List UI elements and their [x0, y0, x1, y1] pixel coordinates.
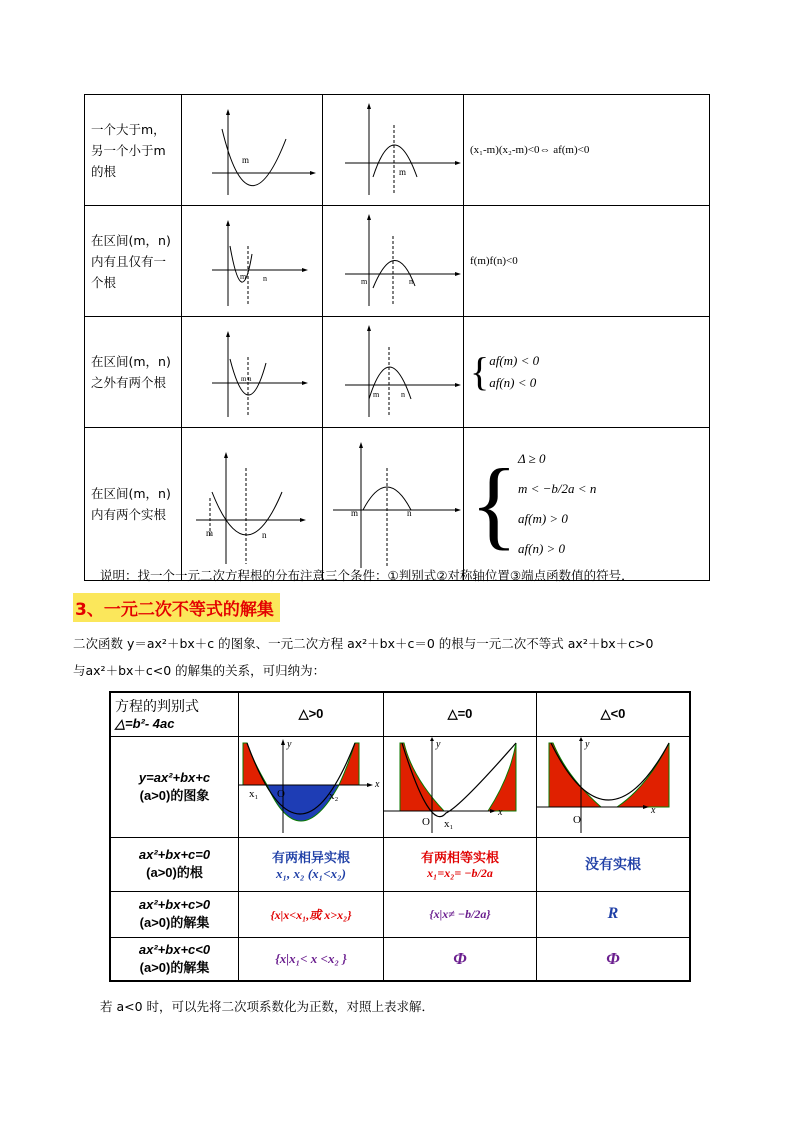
condition-line: af(n) > 0	[518, 541, 566, 556]
intro-line: 与ax²＋bx＋c<0 的解集的关系，可归纳为：	[73, 663, 326, 678]
section-title: 3、一元二次不等式的解集	[73, 593, 280, 622]
condition-line: af(n) < 0	[489, 375, 537, 390]
svg-text:x₁: x₁	[249, 787, 259, 800]
upward-parabola-graph	[182, 317, 323, 428]
condition: f(m)f(n)<0	[464, 206, 710, 317]
svg-text:x: x	[375, 778, 380, 790]
svg-text:x: x	[651, 804, 656, 816]
gt-solution-set: R	[537, 891, 691, 937]
upward-parabola-graph	[182, 206, 323, 317]
row-description: 在区间(m，n)内有且仅有一个根	[85, 206, 182, 317]
no-root-graph	[537, 736, 691, 837]
svg-text:m: m	[373, 390, 380, 399]
table-row	[110, 692, 690, 736]
condition-line: m < −b/2a < n	[518, 481, 597, 496]
footnote: 若 a<0 时，可以先将二次项系数化为正数，对照上表求解．	[100, 999, 435, 1014]
row-description: 在区间(m，n)之外有两个根	[85, 317, 182, 428]
graph-row-label: y=ax²+bx+c (a>0)的图象	[110, 736, 239, 837]
condition-line: Δ ≥ 0	[518, 451, 546, 466]
upward-parabola-graph	[182, 95, 323, 206]
row-description: 一个大于m，另一个小于m的根	[85, 95, 182, 206]
downward-parabola-graph	[323, 428, 464, 581]
condition-line: af(m) > 0	[518, 511, 568, 526]
table-row	[85, 206, 710, 317]
col-header-zero: △=0	[384, 692, 537, 736]
svg-text:O: O	[422, 815, 430, 828]
note: 说明：找一个一元二次方程根的分布注意三个条件：①判别式②对称轴位置③端点函数值的符号．	[100, 568, 634, 583]
lt-solution-set: Φ	[384, 937, 537, 981]
table-row	[110, 891, 690, 937]
svg-text:m: m	[206, 528, 214, 538]
two-roots-graph	[239, 736, 384, 837]
root-row-label: ax²+bx+c=0 (a>0)的根	[110, 837, 239, 891]
lt-solution-set: {x|x₁< x <x₂ }	[239, 937, 384, 981]
condition-system: { af(m) < 0 af(n) < 0	[464, 317, 710, 428]
downward-parabola-graph	[323, 206, 464, 317]
svg-text:O: O	[277, 787, 285, 800]
lt-solution-set: Φ	[537, 937, 691, 981]
svg-text:y: y	[585, 738, 590, 750]
svg-text:x₂: x₂	[329, 789, 339, 802]
table-row	[110, 736, 690, 837]
svg-text:m: m	[241, 375, 247, 383]
table-row	[110, 837, 690, 891]
condition: (x₁-m)(x₂-m)<0⇔ af(m)<0	[464, 95, 710, 206]
gt-row-label: ax²+bx+c>0 (a>0)的解集	[110, 891, 239, 937]
gt-solution-set: {x|x<x₁,或 x>x₂}	[239, 891, 384, 937]
table-row	[85, 428, 710, 581]
quadratic-inequality-table	[109, 691, 691, 982]
svg-text:y: y	[287, 738, 292, 750]
one-root-graph	[384, 736, 537, 837]
two-distinct-roots: 有两相异实根 x₁, x₂ (x₁<x₂)	[239, 837, 384, 891]
root-distribution-table	[84, 94, 710, 581]
svg-text:n: n	[407, 508, 412, 518]
svg-text:x₁: x₁	[444, 817, 454, 830]
svg-text:m: m	[240, 272, 247, 281]
svg-text:y: y	[436, 738, 441, 750]
col-header-negative: △<0	[537, 692, 691, 736]
svg-text:n: n	[248, 375, 252, 383]
upward-parabola-graph	[182, 428, 323, 581]
lt-row-label: ax²+bx+c<0 (a>0)的解集	[110, 937, 239, 981]
table-row	[85, 317, 710, 428]
table-row	[110, 937, 690, 981]
table-row	[85, 95, 710, 206]
two-equal-roots: 有两相等实根 x₁=x₂= −b/2a	[384, 837, 537, 891]
condition-line: af(m) < 0	[489, 353, 540, 368]
svg-text:x: x	[498, 806, 503, 818]
gt-solution-set: {x|x≠ −b/2a}	[384, 891, 537, 937]
condition-system: { Δ ≥ 0 m < −b/2a < n af(m) > 0 af(n) > 0	[464, 428, 710, 581]
svg-text:O: O	[573, 813, 581, 826]
intro-line: 二次函数 y＝ax²＋bx＋c 的图象、一元二次方程 ax²＋bx＋c＝0 的根与一元二次不等式 ax²＋bx＋c>0	[73, 636, 654, 651]
discriminant-label: 方程的判别式 △=b²- 4ac	[110, 692, 239, 736]
svg-text:n: n	[401, 390, 405, 399]
svg-text:m: m	[242, 155, 250, 165]
no-real-roots: 没有实根	[537, 837, 691, 891]
svg-text:n: n	[262, 530, 267, 540]
svg-text:n: n	[263, 274, 267, 283]
col-header-positive: △>0	[239, 692, 384, 736]
downward-parabola-graph	[323, 95, 464, 206]
svg-text:m: m	[399, 167, 407, 177]
downward-parabola-graph	[323, 317, 464, 428]
svg-text:n: n	[409, 277, 413, 286]
svg-text:m: m	[351, 508, 359, 518]
row-description: 在区间(m，n)内有两个实根	[85, 428, 182, 581]
svg-text:m: m	[361, 277, 368, 286]
